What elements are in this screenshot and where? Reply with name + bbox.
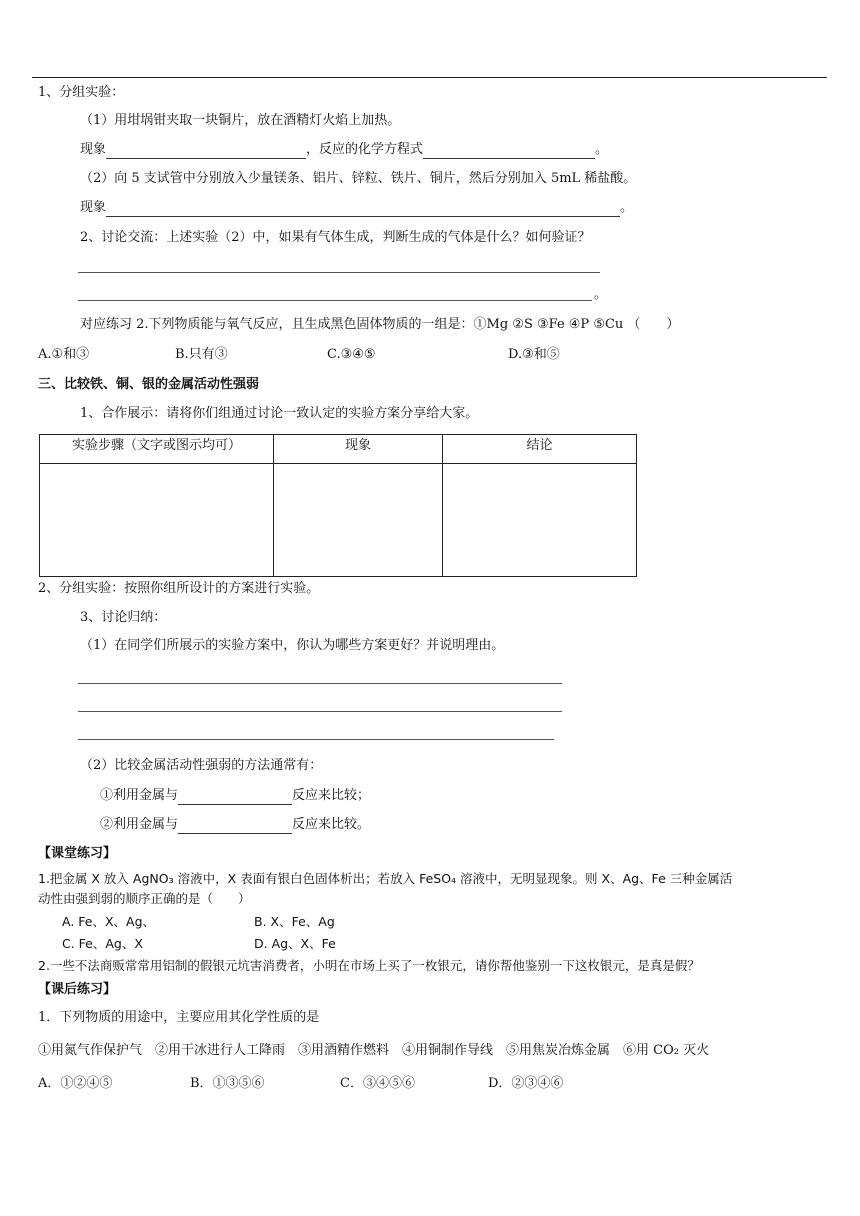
observation-label: 现象 <box>80 200 107 215</box>
table-header-steps: 实验步骤（文字或图示均可） <box>40 435 274 464</box>
answer-line[interactable] <box>78 683 562 684</box>
section-3-heading: 三、比较铁、铜、银的金属活动性强弱 <box>38 377 260 392</box>
experiment-1-observation <box>80 141 608 159</box>
discussion-prompt: 2、讨论交流：上述实验（2）中，如果有气体生成，判断生成的气体是什么？如何验证？ <box>80 230 591 245</box>
option-c: C.③④⑤ <box>327 347 376 362</box>
answer-line[interactable] <box>78 739 554 740</box>
classwork-heading: 【课堂练习】 <box>38 846 117 861</box>
cooperative-presentation: 1、合作展示：请将你们组通过讨论一致认定的实验方案分享给大家。 <box>80 406 479 421</box>
classwork-q1-line2: 动性由强到弱的顺序正确的是（ ） <box>38 891 251 906</box>
observation-label: 现象 <box>80 142 107 157</box>
section-title-group-experiment: 1、分组实验： <box>38 85 125 100</box>
period: 。 <box>595 142 609 157</box>
period: 。 <box>594 287 608 302</box>
table-cell-phenomenon[interactable] <box>274 464 443 577</box>
experiment-1-text: （1）用坩埚钳夹取一块铜片，放在酒精灯火焰上加热。 <box>80 113 401 128</box>
practice-question-2: 对应练习 2.下列物质能与氧气反应，且生成黑色固体物质的一组是：①Mg ②S ③Fe ④P ⑤Cu （ ） <box>80 317 680 332</box>
group-experiment-item: 2、分组实验：按照你组所设计的方案进行实验。 <box>38 581 320 596</box>
equation-label: ，反应的化学方程式 <box>306 142 424 157</box>
table-cell-steps[interactable] <box>40 464 274 577</box>
method-2: ②利用金属与 反应来比较。 <box>100 817 371 832</box>
classwork-q1-option-c: C. Fe、Ag、X <box>62 936 143 951</box>
answer-line[interactable] <box>78 272 600 273</box>
experiment-2-observation <box>80 199 633 217</box>
answer-line[interactable] <box>78 300 592 301</box>
homework-q1: 1．下列物质的用途中，主要应用其化学性质的是 <box>38 1010 320 1025</box>
experiment-2-text: （2）向 5 支试管中分别放入少量镁条、铝片、锌粒、铁片、铜片，然后分别加入 5mL 稀盐酸。 <box>80 171 637 186</box>
table-header-phenomenon: 现象 <box>274 435 443 464</box>
homework-heading: 【课后练习】 <box>38 982 117 997</box>
option-a: A.①和③ <box>38 347 90 362</box>
option-d: D.③和⑤ <box>508 347 560 362</box>
observation-blank[interactable] <box>106 202 620 217</box>
classwork-q2: 2.一些不法商贩常常用铝制的假银元坑害消费者，小明在市场上买了一枚银元，请你帮他鉴别一下这枚银元，是真是假？ <box>38 958 700 973</box>
discussion-summary: 3、讨论归纳： <box>80 610 167 625</box>
classwork-q1-option-d: D. Ag、X、Fe <box>254 936 336 951</box>
question-methods: （2）比较金属活动性强弱的方法通常有： <box>80 758 323 773</box>
table-header-conclusion: 结论 <box>443 435 637 464</box>
equation-blank[interactable] <box>423 144 595 159</box>
homework-option-d: D．②③④⑥ <box>488 1076 564 1091</box>
homework-option-a: A．①②④⑤ <box>38 1076 113 1091</box>
classwork-q1-option-a: A. Fe、X、Ag、 <box>62 914 156 929</box>
table-cell-conclusion[interactable] <box>443 464 637 577</box>
answer-line[interactable] <box>78 711 562 712</box>
period: 。 <box>620 200 634 215</box>
homework-option-b: B．①③⑤⑥ <box>190 1076 265 1091</box>
top-rule <box>32 77 827 78</box>
method-1-blank[interactable] <box>178 790 292 805</box>
question-best-plan: （1）在同学们所展示的实验方案中，你认为哪些方案更好？并说明理由。 <box>80 638 505 653</box>
homework-option-c: C．③④⑤⑥ <box>340 1076 415 1091</box>
homework-uses-list: ①用氮气作保护气 ②用干冰进行人工降雨 ③用酒精作燃料 ④用铜制作导线 ⑤用焦炭冶炼金属 ⑥用 CO₂ 灭火 <box>38 1043 710 1058</box>
classwork-q1-option-b: B. X、Fe、Ag <box>254 914 335 929</box>
observation-blank[interactable] <box>106 144 306 159</box>
classwork-q1-line1: 1.把金属 X 放入 AgNO₃ 溶液中，X 表面有银白色固体析出；若放入 FeSO₄ 溶液中，无明显现象。则 X、Ag、Fe 三种金属活 <box>38 871 733 886</box>
experiment-plan-table <box>39 434 637 577</box>
method-1: ①利用金属与 反应来比较； <box>100 788 371 803</box>
option-b: B.只有③ <box>175 347 228 362</box>
method-2-blank[interactable] <box>178 819 292 834</box>
